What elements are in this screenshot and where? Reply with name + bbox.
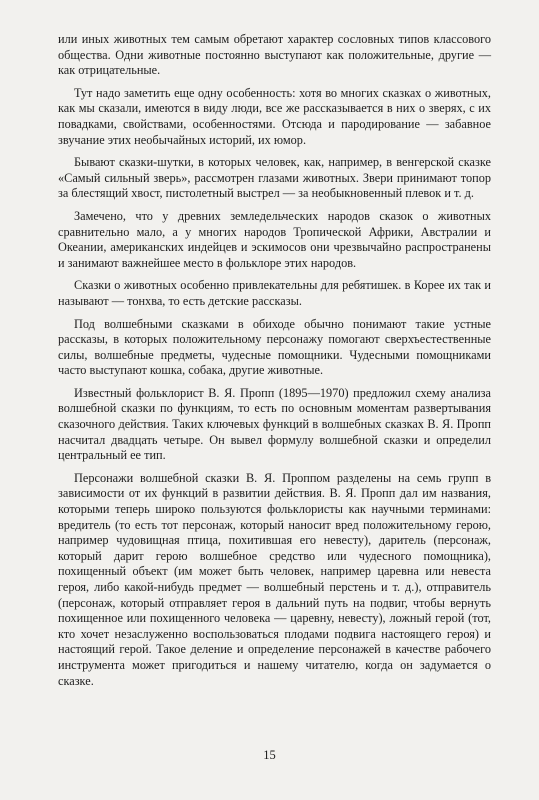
paragraph-5: Сказки о животных особенно привлекательны для ребятишек. в Корее их так и называют — тонхва, то есть детские рассказы.	[58, 278, 491, 308]
page-number: 15	[263, 748, 276, 762]
paragraph-3: Бывают сказки-шутки, в которых человек, как, например, в венгерской сказке «Самый сильный зверь», рассмотрен глазами животных. Звери принимают топор за блестящий хвост, пистолетный выстрел — за необыкновенный плевок и т. д.	[58, 155, 491, 201]
paragraph-8: Персонажи волшебной сказки В. Я. Проппом разделены на семь групп в зависимости от их функций в развитии действия. В. Я. Пропп дал им названия, которыми теперь широко пользуются фольклористы как научными терминами: вредитель (то есть тот персонаж, который наносит вред положительному герою, например чудовищная птица, похитившая его невесту), даритель (персонаж, который дарит герою волшебное средство или чудесного помощника), похищенный объект (им может быть человек, например царевна или невеста героя, либо какой-нибудь предмет — волшебный перстень и т. д.), отправитель (персонаж, который отправляет героя в дальний путь на подвиг, чтобы вернуть похищенное или похищенного человека — царевну, невесту), ложный герой (тот, кто хочет незаслуженно воспользоваться плодами подвига настоящего героя) и настоящий герой. Такое деление и определение персонажей в качестве рабочего инструмента может пригодиться и нашему читателю, когда он задумается о сказке.	[58, 470, 491, 688]
paragraph-2: Тут надо заметить еще одну особенность: хотя во многих сказках о животных, как мы сказали, имеются в виду люди, все же рассказывается в них о зверях, с их повадками, свойствами, особенностями. Отсюда и пародирование — забавное звучание этих необычайных историй, их юмор.	[58, 85, 491, 147]
paragraph-7: Известный фольклорист В. Я. Пропп (1895—1970) предложил схему анализа волшебной сказки по функциям, то есть по основным моментам развертывания сказочного действия. Таких ключевых функций в волшебных сказках В. Я. Пропп насчитал двадцать четыре. Он вывел формулу волшебной сказки и определил центральный ее тип.	[58, 385, 491, 463]
paragraph-6: Под волшебными сказками в обиходе обычно понимают такие устные рассказы, в которых положительному персонажу помогают сверхъестественные силы, волшебные предметы, чудесные помощники. Чудесными помощниками часто выступают кошка, собака, другие животные.	[58, 316, 491, 378]
paragraph-4: Замечено, что у древних земледельческих народов сказок о животных сравнительно мало, а у многих народов Тропической Африки, Австралии и Океании, американских индейцев и эскимосов они чрезвычайно распространены и занимают важнейшее место в фольклоре этих народов.	[58, 208, 491, 270]
paragraph-1: или иных животных тем самым обретают характер сословных типов классового общества. Одни животные постоянно выступают как положительные, другие — как отрицательные.	[58, 32, 491, 78]
